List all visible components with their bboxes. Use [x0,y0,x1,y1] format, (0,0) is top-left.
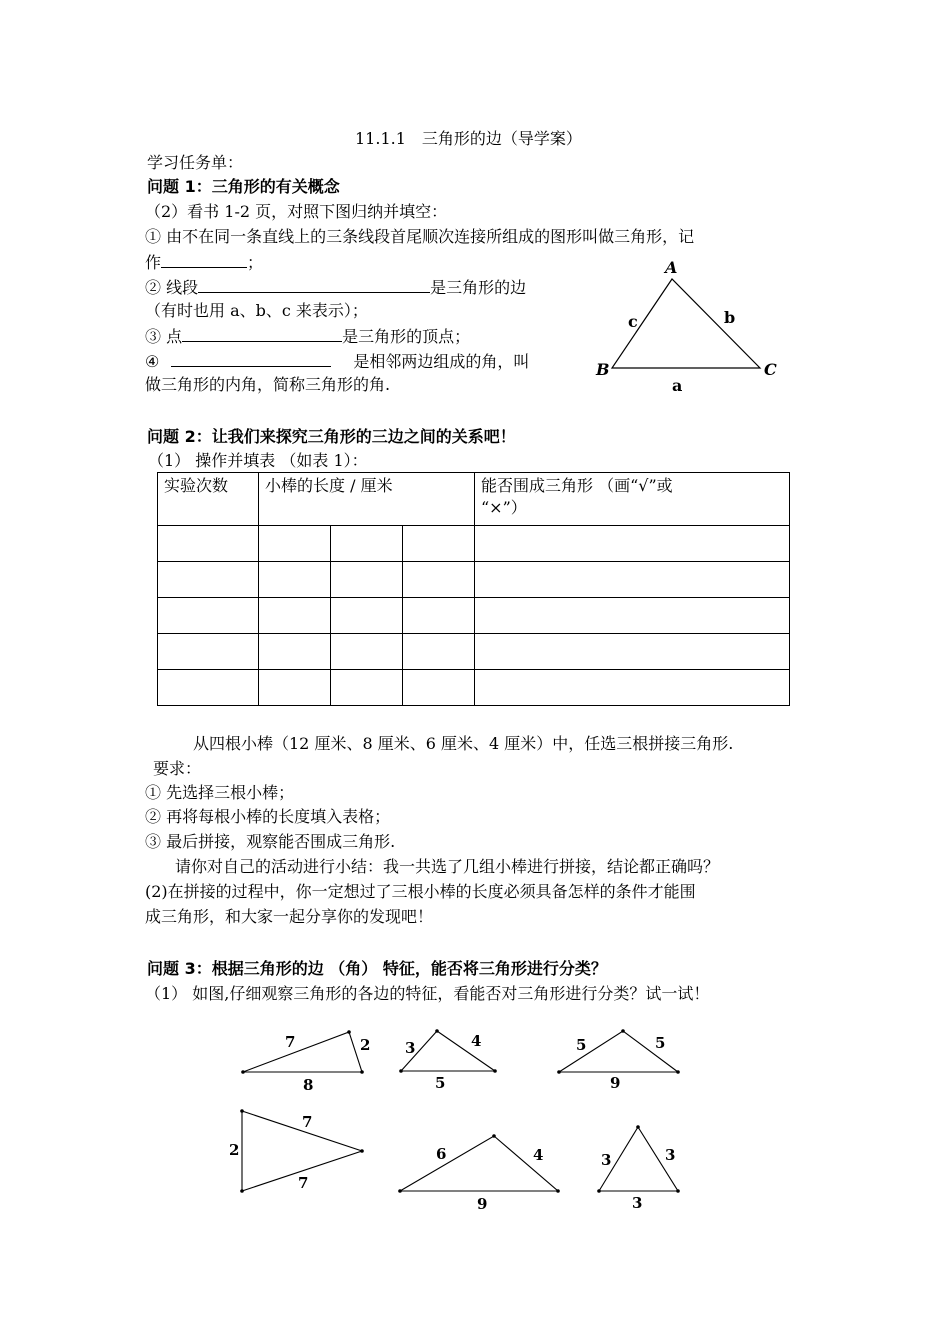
t3-side-label: 5 [576,1036,587,1054]
q1-item1-prefix: 作 [145,253,162,272]
table-cell[interactable] [331,598,403,634]
t4-side-label: 7 [302,1113,313,1131]
table-row [158,634,790,670]
vertex-a-label: A [665,258,678,277]
table-cell[interactable] [259,670,331,706]
table-cell[interactable] [331,670,403,706]
q2-req1: ① 先选择三根小棒； [145,783,295,802]
table-cell[interactable] [158,670,259,706]
q2-sticks-paragraph: 从四根小棒（12 厘米、8 厘米、6 厘米、4 厘米）中，任选三根拼接三角形. [193,734,734,753]
t1-side-label: 8 [303,1076,314,1094]
table-cell[interactable] [259,598,331,634]
triangle-abc-figure [590,255,790,400]
q3-part1: （1） 如图,仔细观察三角形的各边的特征，看能否对三角形进行分类？试一试！ [145,984,710,1003]
table-cell[interactable] [259,526,331,562]
q1-item2-suffix: 是三角形的边 [430,278,527,297]
triangle-shape [243,1032,362,1072]
header-length: 小棒的长度 / 厘米 [259,473,475,526]
vertex-c-label: C [764,360,777,379]
q2-operation: （1） 操作并填表 （如表 1）： [148,451,368,470]
q2-req2: ② 再将每根小棒的长度填入表格； [145,807,391,826]
q1-heading: 问题 1：三角形的有关概念 [147,177,340,196]
q1-item1-line1: ① 由不在同一条直线上的三条线段首尾顺次连接所组成的图形叫做三角形，记 [145,227,695,246]
q3-heading: 问题 3：根据三角形的边 （角） 特征，能否将三角形进行分类？ [147,959,607,978]
q2-req3: ③ 最后拼接，观察能否围成三角形. [145,832,396,851]
triangle-classification-figure [0,1020,950,1220]
table-cell[interactable] [259,562,331,598]
q2-part2-line1: (2)在拼接的过程中，你一定想过了三根小棒的长度必须具备怎样的条件才能围 [145,882,696,901]
q2-heading: 问题 2：让我们来探究三角形的三边之间的关系吧！ [147,427,516,446]
q1-intro: （2）看书 1-2 页，对照下图归纳并填空： [145,202,448,221]
table-cell[interactable] [475,634,790,670]
table-cell[interactable] [331,634,403,670]
table-cell[interactable] [403,562,475,598]
q2-part2-line2: 成三角形，和大家一起分享你的发现吧！ [145,907,434,926]
blank-angles[interactable] [171,350,331,367]
header-result-line1: 能否围成三角形 （画“√”或 [481,476,673,495]
t6-side-label: 3 [632,1194,643,1212]
task-list-label: 学习任务单： [147,153,244,172]
t3-side-label: 5 [655,1034,666,1052]
t4-side-label: 2 [229,1141,240,1159]
table-row [158,670,790,706]
table-cell[interactable] [475,670,790,706]
side-c-label: c [628,312,638,331]
table-cell[interactable] [403,526,475,562]
table-cell[interactable] [331,526,403,562]
header-result [475,473,790,526]
table-row [158,598,790,634]
t3-side-label: 9 [610,1074,621,1092]
table-cell[interactable] [403,634,475,670]
table-row [158,562,790,598]
table-row [158,526,790,562]
table-cell[interactable] [475,562,790,598]
t2-side-label: 4 [471,1032,482,1050]
q1-item2-line1 [145,276,526,299]
table-cell[interactable] [158,598,259,634]
q2-requirements-label: 要求： [153,759,202,778]
t5-side-label: 6 [436,1145,447,1163]
side-a-label: a [672,376,683,395]
table-cell[interactable] [158,634,259,670]
page-title: 11.1.1 三角形的边（导学案） [355,129,582,148]
vertex-b-label: B [596,360,610,379]
blank-vertices[interactable] [182,325,342,342]
table-cell[interactable] [158,526,259,562]
table-cell[interactable] [403,598,475,634]
t5-side-label: 4 [533,1146,544,1164]
table-cell[interactable] [158,562,259,598]
table-cell[interactable] [475,526,790,562]
t2-side-label: 5 [435,1074,446,1092]
blank-sides[interactable] [198,276,430,293]
t6-side-label: 3 [601,1151,612,1169]
q1-item4-prefix: ④ [145,352,160,371]
blank-notation[interactable] [161,251,247,268]
table-cell[interactable] [259,634,331,670]
q1-item1-line2 [145,251,263,274]
q2-summary: 请你对自己的活动进行小结：我一共选了几组小棒进行拼接，结论都正确吗？ [175,857,720,876]
t2-side-label: 3 [405,1039,416,1057]
t1-side-label: 7 [285,1033,296,1051]
q1-item3-prefix: ③ 点 [145,327,183,346]
q1-item4-line1 [145,350,529,373]
q1-item4-line2: 做三角形的内角，简称三角形的角. [145,375,391,394]
table-header-row [158,473,790,526]
q1-item2-line2: （有时也用 a、b、c 来表示）； [145,301,368,320]
t1-side-label: 2 [360,1036,371,1054]
q1-item3-suffix: 是三角形的顶点； [342,327,471,346]
header-result-line2: “×”） [481,498,527,517]
t4-side-label: 7 [298,1174,309,1192]
side-b-label: b [724,308,736,327]
t6-side-label: 3 [665,1146,676,1164]
q1-item1-end: ； [247,253,264,272]
q1-item4-suffix: 是相邻两边组成的角，叫 [353,352,530,371]
table-cell[interactable] [331,562,403,598]
table-cell[interactable] [403,670,475,706]
header-trial: 实验次数 [158,473,259,526]
experiment-table [157,472,790,706]
t5-side-label: 9 [477,1195,488,1213]
q1-item2-prefix: ② 线段 [145,278,199,297]
q1-item3 [145,325,470,348]
table-cell[interactable] [475,598,790,634]
